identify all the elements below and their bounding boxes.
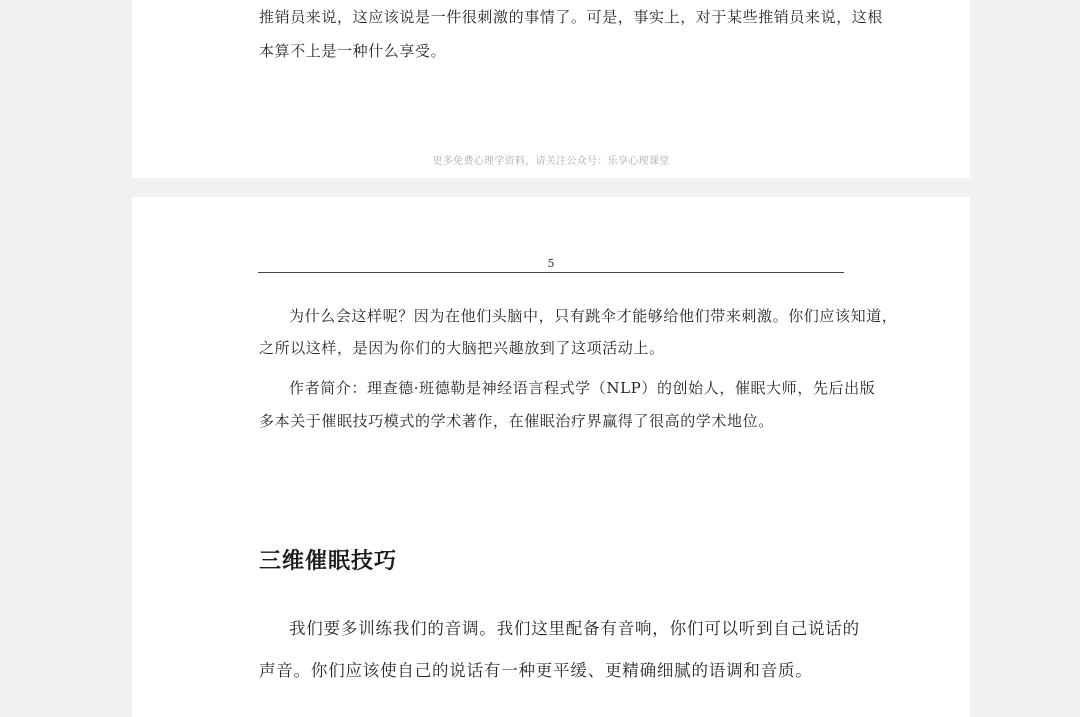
body-text-line: 多本关于催眠技巧模式的学术著作，在催眠治疗界赢得了很高的学术地位。 [259, 412, 774, 430]
document-page-current [132, 197, 970, 717]
body-text-line: 本算不上是一种什么享受。 [259, 42, 447, 60]
body-text-line: 我们要多训练我们的音调。我们这里配备有音响，你们可以听到自己说话的 [289, 619, 860, 638]
body-text-line: 之所以这样，是因为你们的大脑把兴趣放到了这项活动上。 [259, 339, 665, 357]
body-text-line: 推销员来说，这应该说是一件很刺激的事情了。可是，事实上，对于某些推销员来说，这根 [259, 8, 884, 26]
body-text-line: 为什么会这样呢？因为在他们头脑中，只有跳伞才能够给他们带来刺激。你们应该知道， [289, 307, 898, 325]
page-number: 5 [547, 257, 555, 270]
header-rule [258, 272, 844, 273]
body-text-line: 作者简介：理查德·班德勒是神经语言程式学（NLP）的创始人，催眠大师，先后出版 [289, 379, 876, 397]
body-text-line: 声音。你们应该使自己的说话有一种更平缓、更精确细腻的语调和音质。 [259, 661, 813, 680]
document-page-previous [132, 0, 970, 178]
section-title: 三维催眠技巧 [259, 549, 398, 574]
page-footer-note: 更多免费心理学资料，请关注公众号：乐享心理课堂 [432, 156, 670, 167]
